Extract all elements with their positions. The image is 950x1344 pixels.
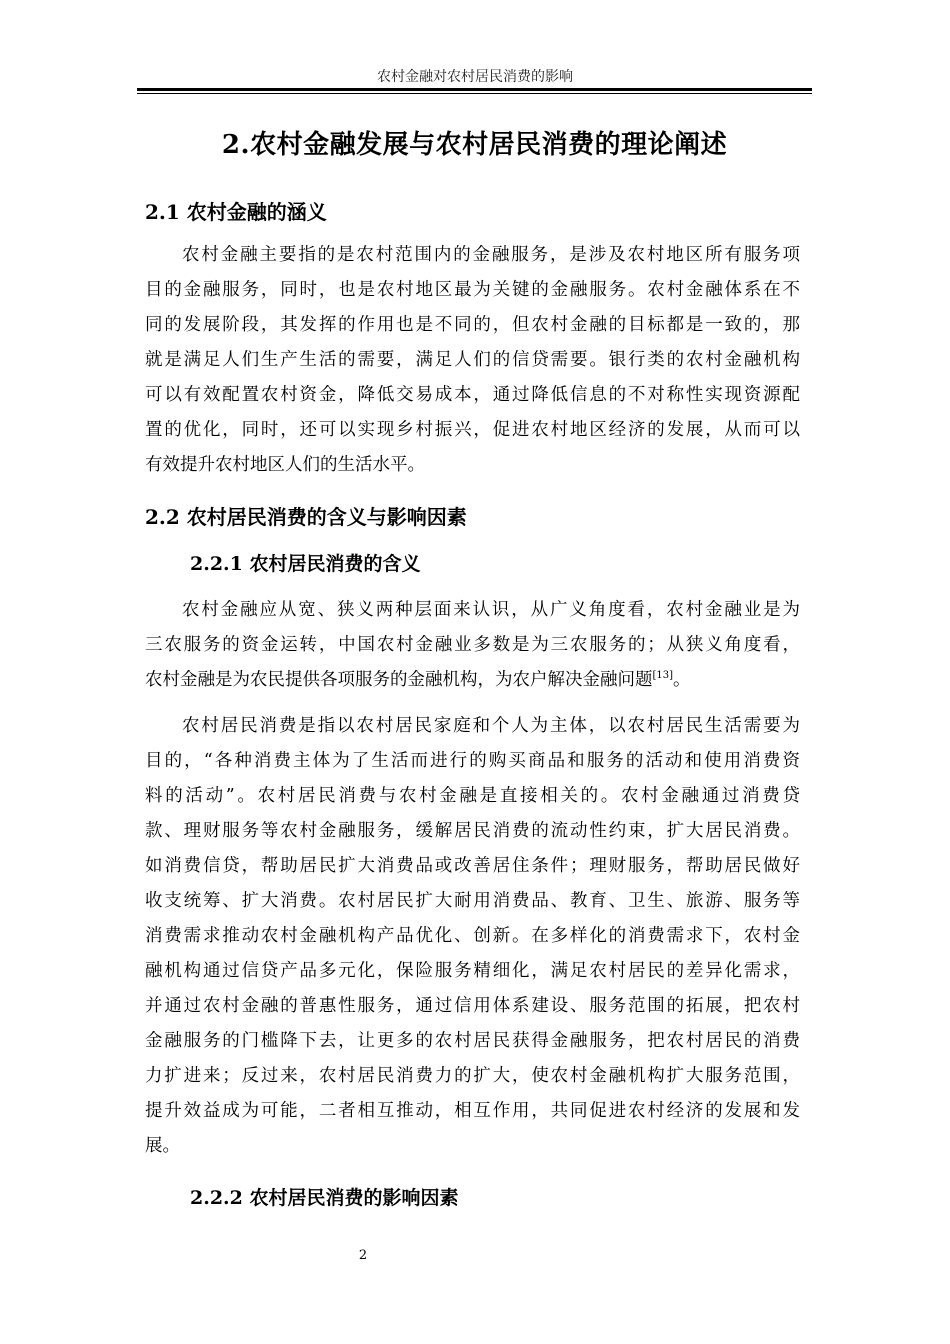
text-line: 力扩进来；反过来，农村居民消费力的扩大，使农村金融机构扩大服务范围， xyxy=(145,1066,800,1086)
section-heading-2-1: 2.1 农村金融的涵义 xyxy=(145,200,327,224)
text-line: 同的发展阶段，其发挥的作用也是不同的，但农村金融的目标都是一致的，那 xyxy=(145,315,800,335)
text-line: 消费需求推动农村金融机构产品优化、创新。在多样化的消费需求下，农村金 xyxy=(145,926,800,946)
text-line: 农村金融主要指的是农村范围内的金融服务，是涉及农村地区所有服务项 xyxy=(182,245,800,265)
paragraph-2-1 xyxy=(145,238,800,483)
chapter-title: 2.农村金融发展与农村居民消费的理论阐述 xyxy=(221,130,728,160)
text-line: 三农服务的资金运转，中国农村金融业多数是为三农服务的；从狭义角度看， xyxy=(145,635,800,655)
text-line: 农村居民消费是指以农村居民家庭和个人为主体，以农村居民生活需要为 xyxy=(182,716,800,736)
text-line: 款、理财服务等农村金融服务，缓解居民消费的流动性约束，扩大居民消费。 xyxy=(145,821,800,841)
text-line: 提升效益成为可能，二者相互推动，相互作用，共同促进农村经济的发展和发 xyxy=(145,1101,800,1121)
text-fragment: 。 xyxy=(673,670,691,690)
subsection-heading-2-2-1: 2.2.1 农村居民消费的含义 xyxy=(190,553,421,575)
text-line: 并通过农村金融的普惠性服务，通过信用体系建设、服务范围的拓展，把农村 xyxy=(145,996,800,1016)
text-line: 融机构通过信贷产品多元化，保险服务精细化，满足农村居民的差异化需求， xyxy=(145,961,800,981)
text-line: 农村金融应从宽、狭义两种层面来认识，从广义角度看，农村金融业是为 xyxy=(182,600,800,620)
text-line: 金融服务的门槛降下去，让更多的农村居民获得金融服务，把农村居民的消费 xyxy=(145,1031,800,1051)
text-line: 目的，“各种消费主体为了生活而进行的购买商品和服务的活动和使用消费资 xyxy=(145,751,800,771)
citation: [13] xyxy=(652,670,674,682)
header-rule xyxy=(137,88,812,91)
text-line: 就是满足人们生产生活的需要，满足人们的信贷需要。银行类的农村金融机构 xyxy=(145,350,800,370)
text-line: 可以有效配置农村资金，降低交易成本，通过降低信息的不对称性实现资源配 xyxy=(145,385,800,405)
text-line: 料的活动”。农村居民消费与农村金融是直接相关的。农村金融通过消费贷 xyxy=(145,786,800,806)
text-line: 目的金融服务，同时，也是农村地区最为关键的金融服务。农村金融体系在不 xyxy=(145,280,800,300)
header-rule-thin xyxy=(137,93,812,94)
text-line: 有效提升农村地区人们的生活水平。 xyxy=(145,455,425,475)
subsection-heading-2-2-2: 2.2.2 农村居民消费的影响因素 xyxy=(190,1187,459,1209)
text-line: 收支统筹、扩大消费。农村居民扩大耐用消费品、教育、卫生、旅游、服务等 xyxy=(145,891,800,911)
paragraph-2-2-1-a xyxy=(145,593,800,698)
text-line: 展。 xyxy=(145,1136,180,1156)
text-fragment: 农村金融是为农民提供各项服务的金融机构，为农户解决金融问题 xyxy=(145,670,653,690)
text-line: 置的优化，同时，还可以实现乡村振兴，促进农村地区经济的发展，从而可以 xyxy=(145,420,800,440)
page-number: 2 xyxy=(358,1248,368,1263)
text-line: 如消费信贷，帮助居民扩大消费品或改善居住条件；理财服务，帮助居民做好 xyxy=(145,856,800,876)
running-header: 农村金融对农村居民消费的影响 xyxy=(377,69,573,85)
text-line xyxy=(145,663,800,698)
paragraph-2-2-1-b xyxy=(145,709,800,1164)
section-heading-2-2: 2.2 农村居民消费的含义与影响因素 xyxy=(145,505,467,529)
